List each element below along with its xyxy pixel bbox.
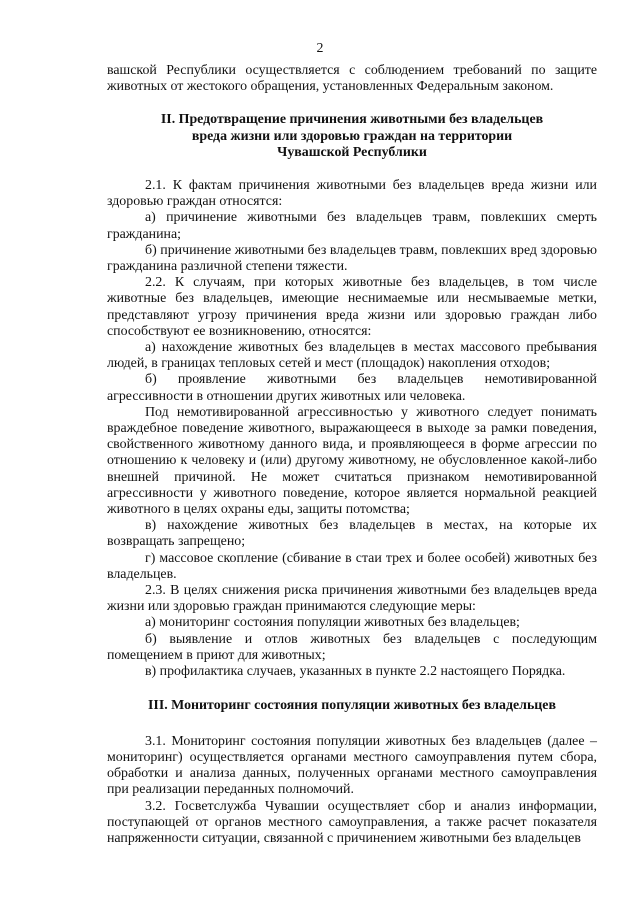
paragraph-2-3-a: а) мониторинг состояния популяции животных без владельцев; (145, 615, 520, 631)
paragraph-2-2-b: б) проявление животными без владельцев немотивированной агрессивности в отношении других животных или человека. (107, 372, 597, 404)
paragraph-2-2-g: г) массовое скопление (сбивание в стаи трех и более особей) животных без владельцев. (107, 550, 597, 582)
paragraph-2-1-a: а) причинение животными без владельцев травм, повлекших смерть гражданина; (107, 210, 597, 242)
section-2-title (107, 112, 597, 162)
section-2-title-line-3: Чувашской Республики (277, 145, 427, 161)
page-number: 2 (316, 41, 324, 56)
paragraph-2-3-b: б) выявление и отлов животных без владельцев с последующим помещением в приют для животных; (107, 631, 597, 663)
section-2-title-line-1: II. Предотвращение причинения животными без владельцев (160, 112, 544, 128)
paragraph-2-2: 2.2. К случаям, при которых животные без владельцев, в том числе животные без владельцев, имеющие неснимаемые или несмываемые метки, представляют угрозу причинения вреда жизни или здоровью граждан либо способствуют ее возникновению, относятся: (107, 275, 597, 339)
paragraph-3-2: 3.2. Госветслужба Чувашии осуществляет сбор и анализ информации, поступающей от органов местного самоуправления, а также расчет показателя напряженности ситуации, связанной с причинением животными без владельцев (107, 798, 597, 846)
paragraph-2-2-v: в) нахождение животных без владельцев в местах, на которые их возвращать запрещено; (107, 518, 597, 550)
section-2-title-line-2: вреда жизни или здоровью граждан на территории (191, 128, 513, 144)
paragraph-2-2-a: а) нахождение животных без владельцев в местах массового пребывания людей, в границах тепловых сетей и мест (площадок) накопления отходов; (107, 339, 597, 372)
paragraph-2-3: 2.3. В целях снижения риска причинения животными без владельцев вреда жизни или здоровью граждан принимаются следующие меры: (107, 582, 597, 615)
section-3-title: III. Мониторинг состояния популяции животных без владельцев (148, 698, 556, 714)
document-body (107, 63, 597, 847)
paragraph-2-1-b: б) причинение животными без владельцев травм, повлекших вред здоровью гражданина различной степени тяжести. (107, 242, 597, 274)
paragraph-2-1: 2.1. К фактам причинения животными без владельцев вреда жизни или здоровью граждан относятся: (107, 177, 597, 210)
intro-paragraph: вашской Республики осуществляется с соблюдением требований по защите животных от жестокого обращения, установленных Федеральным законом. (107, 63, 597, 95)
paragraph-aggression-definition: Под немотивированной агрессивностью у животного следует понимать враждебное поведение животного, выражающееся в выходе за рамки поведения, свойственного животному данного вида, и проявляющееся в форме агрессии по отношению к человеку и (или) другому животному, не обусловленное какой-либо внешней причиной. Не может считаться признаком немотивированной агрессивности у животного поведение, которое является нормальной реакцией животного в целях охраны еды, защиты потомства; (107, 404, 597, 517)
paragraph-3-1: 3.1. Мониторинг состояния популяции животных без владельцев (далее – мониторинг) осуществляется органами местного самоуправления путем сбора, обработки и анализа данных, полученных органами местного самоуправления при реализации переданных полномочий. (107, 733, 597, 798)
paragraph-2-3-v: в) профилактика случаев, указанных в пункте 2.2 настоящего Порядка. (145, 664, 566, 679)
